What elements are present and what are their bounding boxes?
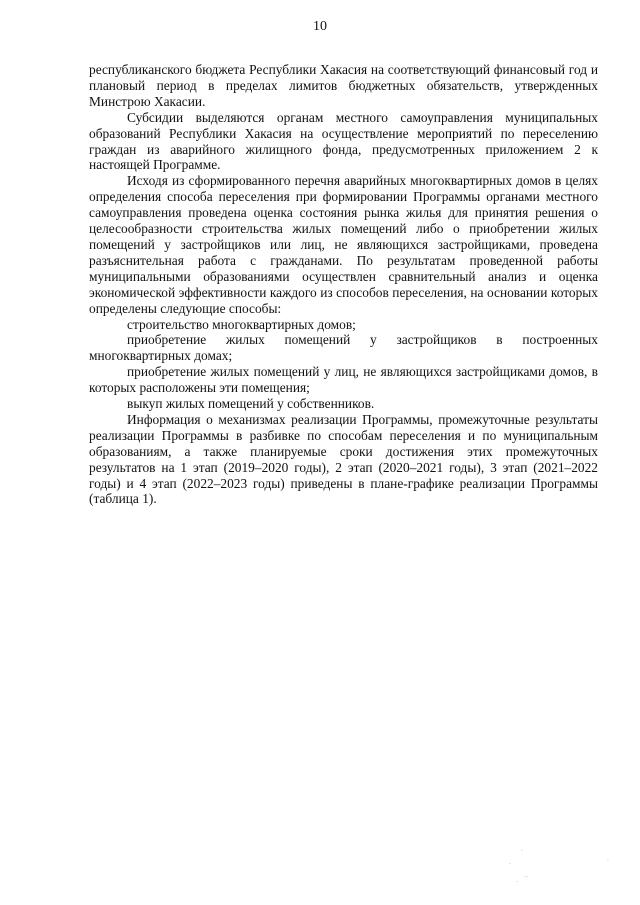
page-number: 10: [313, 19, 327, 34]
list-item-buyout: выкуп жилых помещений у собственников.: [127, 396, 375, 412]
paragraph-budget-continuation: республиканского бюджета Республики Хакасия на соответствующий финансовый год и плановый период в пределах лимитов бюджетных обязательств, утвержденных Минстрою Хакасии.: [89, 62, 598, 109]
list-item-purchase-from-non-developers: приобретение жилых помещений у лиц, не являющихся застройщиками домов, в которых расположены эти помещения;: [89, 364, 598, 396]
scan-artifact: ·: [521, 848, 523, 855]
scan-artifact: ·: [516, 879, 518, 886]
paragraph-implementation-info: Информация о механизмах реализации Программы, промежуточные результаты реализации Программы в разбивке по способам переселения и по муниципальным образованиям, а также планируемые сроки достижения этих промежуточных результатов на 1 этап (2019–2020 годы), 2 этап (2020–2021 годы), 3 этап (2021–2022 годы) и 4 этап (2022–2023 годы) приведены в плане-графике реализации Программы (таблица 1).: [89, 411, 598, 507]
paragraph-resettlement-methods: Исходя из сформированного перечня аварийных многоквартирных домов в целях определения способа переселения при формировании Программы органами местного самоуправления проведена оценка состояния рынка жилья для принятия решения о целесообразности строительства жилых помещений либо о приобретении жилых помещений у застройщиков или лиц, не являющихся застройщиками, проведена разъяснительная работа с гражданами. По результатам проведенной работы муниципальными образованиями осуществлен сравнительный анализ и оценка экономической эффективности каждого из способов переселения, на основании которых определены следующие способы:: [89, 173, 598, 316]
list-item-construction: строительство многоквартирных домов;: [127, 316, 356, 332]
document-body: [89, 62, 598, 507]
paragraph-subsidies: Субсидии выделяются органам местного самоуправления муниципальных образований Республики Хакасия на осуществление мероприятий по переселению граждан из аварийного жилищного фонда, предусмотренных приложением 2 к настоящей Программе.: [89, 109, 598, 173]
list-item-purchase-from-developers: приобретение жилых помещений у застройщиков в построенных многоквартирных домах;: [89, 332, 598, 364]
scan-artifact: ‥: [524, 872, 529, 879]
scan-artifact: ·: [509, 861, 511, 868]
scan-artifact: ·: [607, 857, 609, 864]
